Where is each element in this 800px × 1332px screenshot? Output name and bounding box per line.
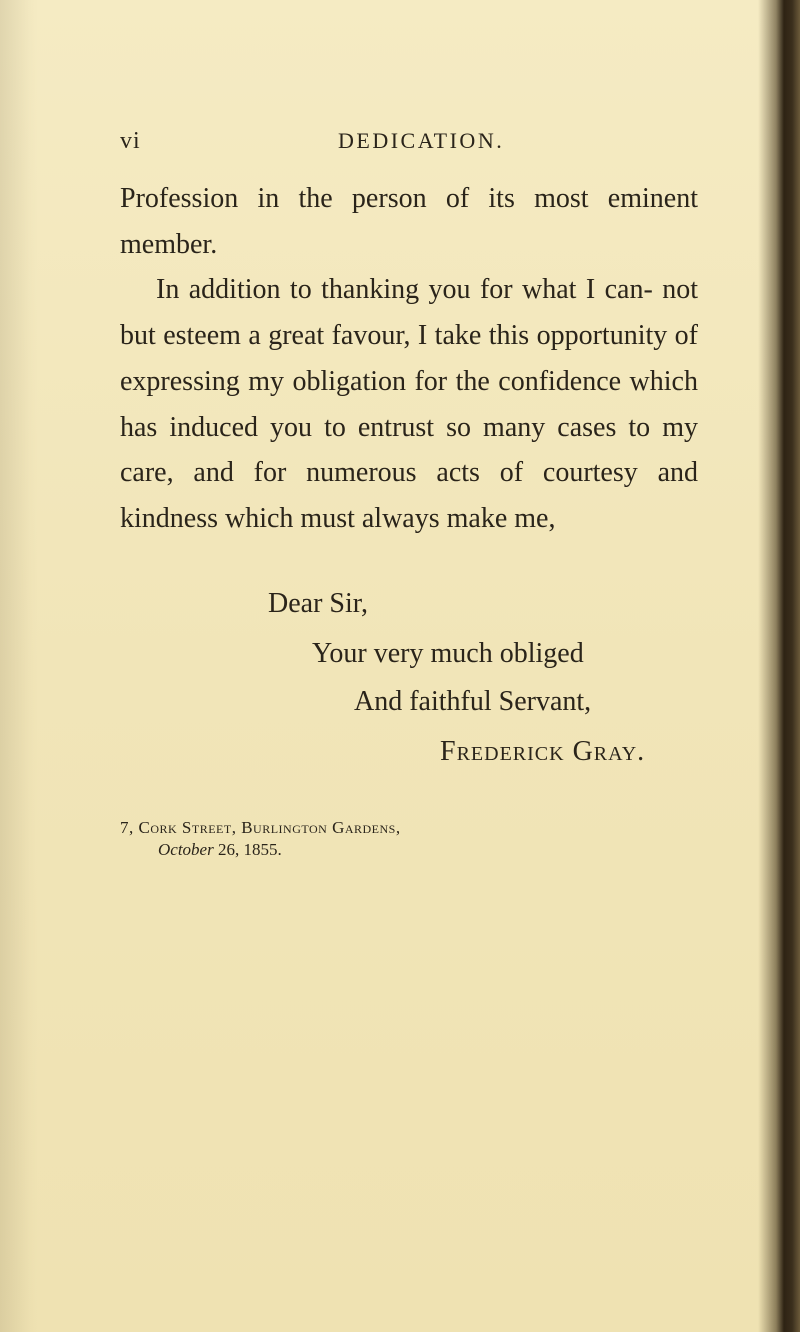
- paragraph-2: In addition to thanking you for what I can- not but esteem a great favour, I take this opportunity of expressing my obligation for the confidence which has induced you to entrust so many cases to my care, and for numerous acts of courtesy and kindness which must always make me,: [120, 274, 698, 534]
- paragraph-1: Profession in the person of its most eminent member.: [120, 183, 698, 260]
- running-head: [120, 128, 700, 158]
- closing-line-2: And faithful Servant,: [354, 686, 592, 717]
- dedication-body: [120, 176, 698, 542]
- page-number: vi: [120, 128, 141, 154]
- address-street: 7, Cork Street, Burlington Gardens,: [120, 818, 401, 837]
- date-rest: 26, 1855.: [217, 840, 282, 859]
- address-date: [120, 839, 401, 861]
- running-head-title: DEDICATION.: [338, 128, 505, 153]
- closing-line-1: Your very much obliged: [312, 638, 584, 669]
- page-edge-binding: [758, 0, 800, 1332]
- page-gutter-shadow: [0, 0, 38, 1332]
- signature: Frederick Gray.: [440, 736, 646, 767]
- salutation: Dear Sir,: [268, 588, 368, 619]
- date-month: October: [158, 840, 214, 859]
- address-block: [120, 817, 401, 861]
